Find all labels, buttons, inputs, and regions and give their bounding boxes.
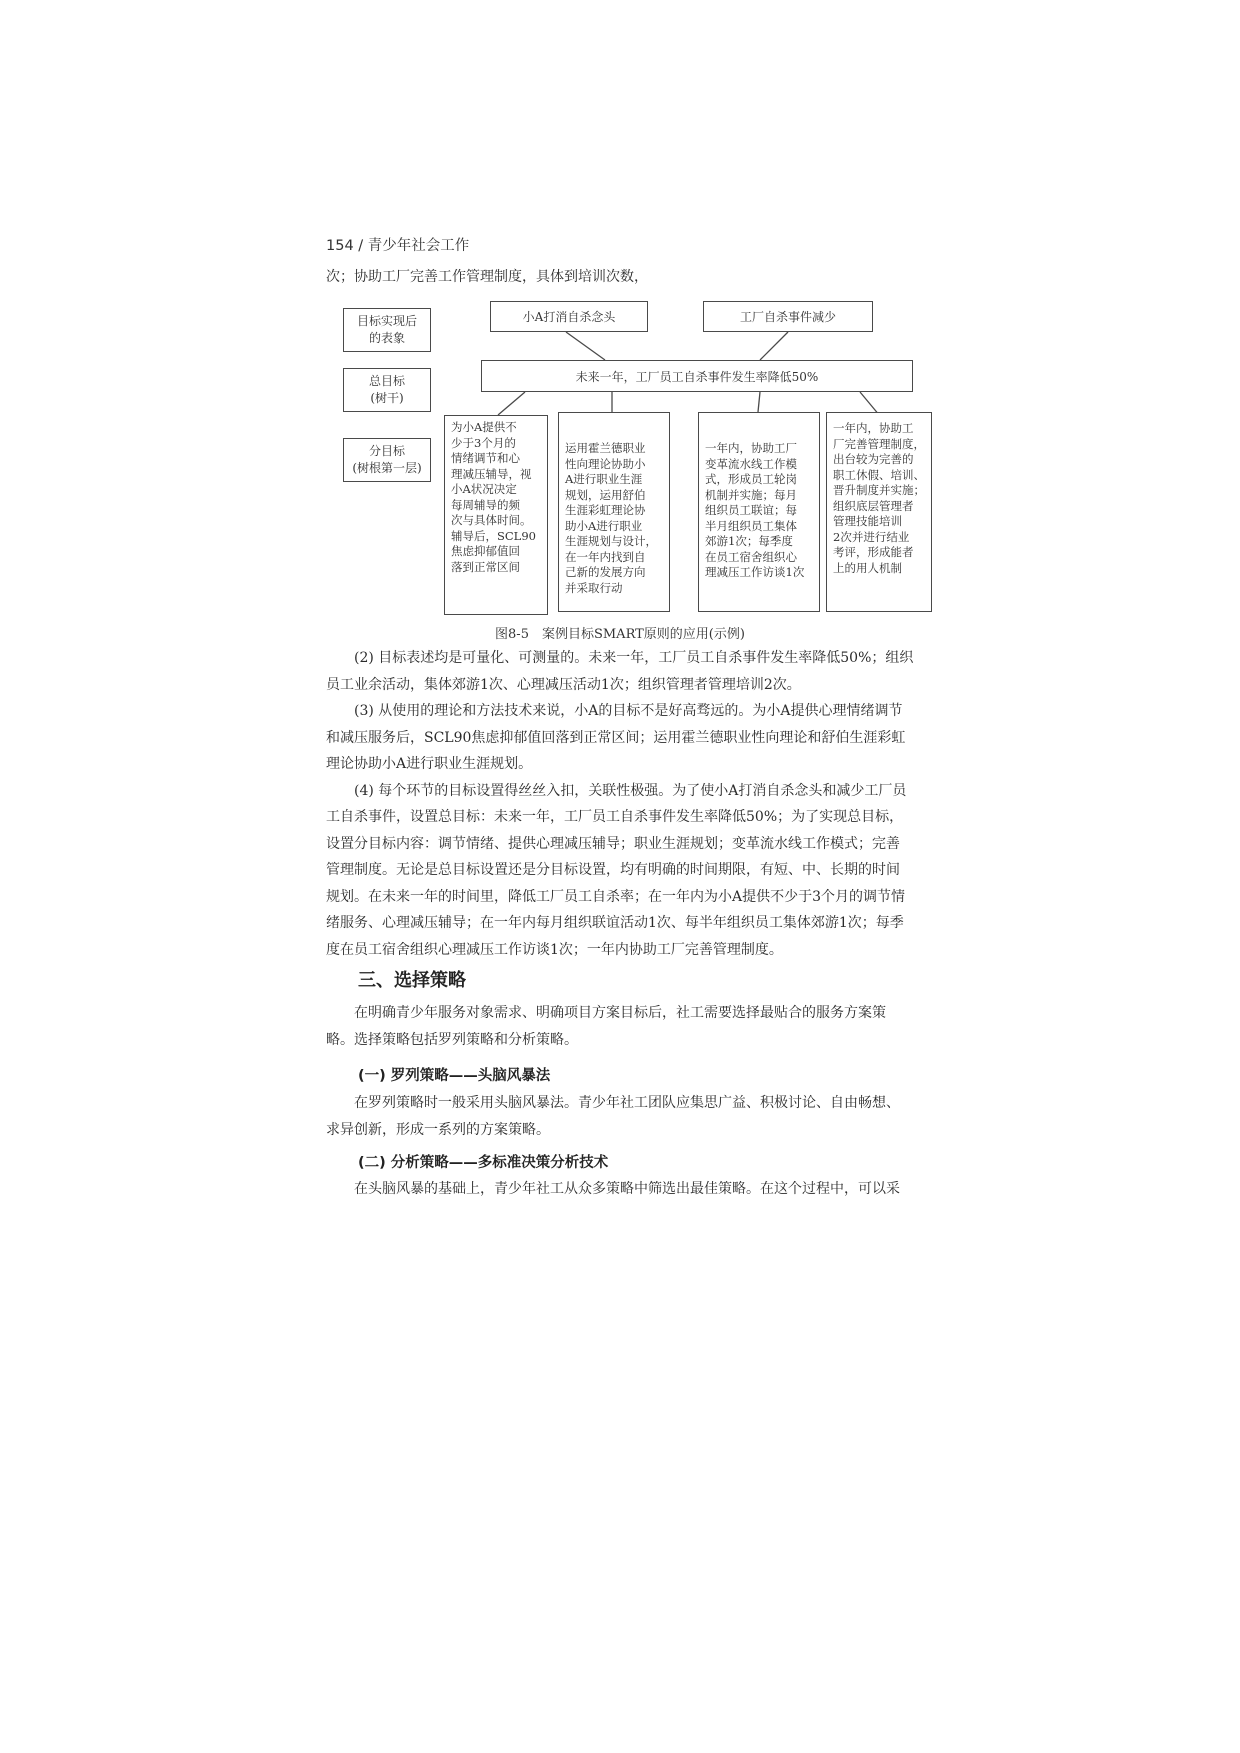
section-intro xyxy=(326,1000,956,1053)
body-line: 在罗列策略时一般采用头脑风暴法。青少年社工团队应集思广益、积极讨论、自由畅想、 xyxy=(326,1095,900,1111)
body-line: 绪服务、心理减压辅导；在一年内每月组织联谊活动1次、每半年组织员工集体郊游1次；每季 xyxy=(326,915,904,931)
sub-goal-line: 生涯彩虹理论协 xyxy=(565,503,646,517)
sub-goal-line: 式，形成员工轮岗 xyxy=(705,472,797,486)
subsection-body-2 xyxy=(326,1176,956,1203)
sub-goal-line: 一年内，协助工厂 xyxy=(705,441,797,455)
row-label-appearance xyxy=(343,308,431,352)
sub-goal-line: 在员工宿舍组织心 xyxy=(705,549,797,564)
body-line: (3) 从使用的理论和方法技术来说，小A的目标不是好高骛远的。为小A提供心理情绪调节 xyxy=(326,703,903,719)
sub-goal-line: 小A状况决定 xyxy=(451,482,517,496)
sub-goal-line: 2次并进行结业 xyxy=(833,529,910,544)
subsection-title-2: (二) 分析策略——多标准决策分析技术 xyxy=(358,1155,609,1171)
body-line: 管理制度。无论是总目标设置还是分目标设置，均有明确的时间期限，有短、中、长期的时间 xyxy=(326,862,900,878)
sub-goal-line: 理减压工作访谈1次 xyxy=(705,565,805,579)
sub-goal-line: 辅导后，SCL90 xyxy=(451,528,536,543)
sub-goal-box-4 xyxy=(826,412,932,612)
sub-goal-line: 理减压辅导，视 xyxy=(451,466,532,481)
row-label-line: 目标实现后 xyxy=(356,314,417,328)
row-label-trunk xyxy=(343,368,431,412)
intro-line: 次；协助工厂完善工作管理制度，具体到培训次数， xyxy=(326,269,648,285)
row-label-line: 分目标 xyxy=(368,444,405,458)
body-line: 略。选择策略包括罗列策略和分析策略。 xyxy=(326,1031,578,1048)
body-line: 求异创新，形成一系列的方案策略。 xyxy=(326,1121,550,1138)
sub-goal-box-2 xyxy=(558,412,670,612)
body-line: 设置分目标内容：调节情绪、提供心理减压辅导；职业生涯规划；变革流水线工作模式；完善 xyxy=(326,835,900,852)
body-line: 在明确青少年服务对象需求、明确项目方案目标后，社工需要选择最贴合的服务方案策 xyxy=(326,1005,886,1021)
body-line: 理论协助小A进行职业生涯规划。 xyxy=(326,756,533,772)
body-line: 在头脑风暴的基础上，青少年社工从众多策略中筛选出最佳策略。在这个过程中，可以采 xyxy=(326,1181,900,1197)
row-label-line: (树根第一层) xyxy=(352,461,422,475)
body-paragraphs xyxy=(326,645,956,963)
sub-goal-line: 性向理论协助小 xyxy=(565,456,646,471)
sub-goal-line: 职工休假、培训、 xyxy=(833,467,925,482)
row-label-sub-goals xyxy=(343,438,431,482)
figure-caption: 图8-5 案例目标SMART原则的应用(示例) xyxy=(495,627,745,642)
sub-goal-line: 变革流水线工作模 xyxy=(705,456,797,471)
body-line: 工自杀事件，设置总目标：未来一年，工厂员工自杀事件发生率降低50%；为了实现总目标， xyxy=(326,809,904,825)
sub-goal-line: 己新的发展方向 xyxy=(565,565,646,579)
body-line: (4) 每个环节的目标设置得丝丝入扣，关联性极强。为了使小A打消自杀念头和减少工厂员 xyxy=(326,782,907,799)
sub-goal-line: 管理技能培训 xyxy=(833,514,902,528)
sub-goal-line: 少于3个月的 xyxy=(451,435,516,450)
sub-goal-line: 半月组织员工集体 xyxy=(705,518,797,533)
sub-goal-line: 厂完善管理制度， xyxy=(833,436,925,451)
row-label-line: 总目标 xyxy=(368,374,405,388)
sub-goal-box-3 xyxy=(698,412,820,612)
sub-goal-line: 并采取行动 xyxy=(565,580,623,595)
sub-goal-line: 运用霍兰德职业 xyxy=(565,441,646,455)
top-box-factory: 工厂自杀事件减少 xyxy=(703,301,873,332)
sub-goal-line: 出台较为完善的 xyxy=(833,452,914,466)
sub-goal-line: 次与具体时间。 xyxy=(451,513,532,527)
sub-goal-line: 组织员工联谊；每 xyxy=(705,503,797,517)
sub-goal-line: 助小A进行职业 xyxy=(565,518,643,533)
sub-goal-line: 机制并实施；每月 xyxy=(705,487,797,502)
section-title: 三、选择策略 xyxy=(358,970,466,991)
subsection-body-1 xyxy=(326,1090,956,1143)
sub-goal-line: 在一年内找到自 xyxy=(565,549,646,564)
sub-goal-line: 焦虑抑郁值回 xyxy=(451,544,520,558)
subsection-title-1: (一) 罗列策略——头脑风暴法 xyxy=(358,1068,551,1084)
sub-goal-line: 情绪调节和心 xyxy=(451,451,520,465)
sub-goal-line: 郊游1次；每季度 xyxy=(705,534,793,548)
body-line: (2) 目标表述均是可量化、可测量的。未来一年，工厂员工自杀事件发生率降低50%；组织 xyxy=(326,650,914,666)
sub-goal-line: A进行职业生涯 xyxy=(565,472,643,486)
running-header: 154 ∕ 青少年社会工作 xyxy=(326,238,470,254)
body-line: 度在员工宿舍组织心理减压工作访谈1次；一年内协助工厂完善管理制度。 xyxy=(326,941,783,958)
sub-goal-line: 每周辅导的频 xyxy=(451,497,520,512)
sub-goal-line: 组织底层管理者 xyxy=(833,498,914,513)
row-label-line: (树干) xyxy=(370,391,404,405)
body-line: 员工业余活动，集体郊游1次、心理减压活动1次；组织管理者管理培训2次。 xyxy=(326,676,801,693)
sub-goal-line: 一年内，协助工 xyxy=(833,421,914,435)
body-line: 规划。在未来一年的时间里，降低工厂员工自杀率；在一年内为小A提供不少于3个月的调节情 xyxy=(326,888,906,905)
sub-goal-box-1 xyxy=(444,415,548,615)
top-box-xiao-a: 小A打消自杀念头 xyxy=(490,301,648,332)
sub-goal-line: 为小A提供不 xyxy=(451,420,517,434)
sub-goal-line: 上的用人机制 xyxy=(833,560,902,575)
sub-goal-line: 生涯规划与设计， xyxy=(565,534,657,548)
sub-goal-line: 晋升制度并实施； xyxy=(833,483,925,497)
sub-goal-line: 规划，运用舒伯 xyxy=(565,487,646,502)
sub-goal-line: 落到正常区间 xyxy=(451,559,520,574)
trunk-goal-box: 未来一年，工厂员工自杀事件发生率降低50% xyxy=(481,360,913,392)
row-label-line: 的表象 xyxy=(368,331,405,345)
sub-goal-line: 考评，形成能者 xyxy=(833,545,914,559)
body-line: 和减压服务后，SCL90焦虑抑郁值回落到正常区间；运用霍兰德职业性向理论和舒伯生涯彩虹 xyxy=(326,729,906,746)
